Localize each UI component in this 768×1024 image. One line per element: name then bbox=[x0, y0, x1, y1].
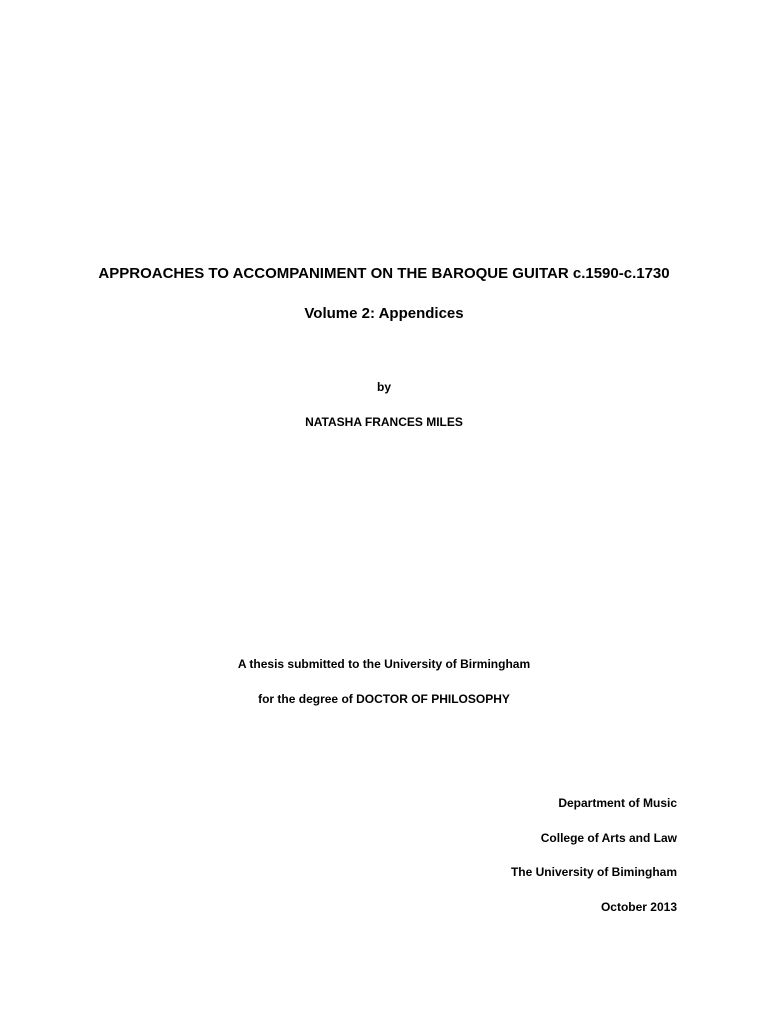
department-name: Department of Music bbox=[558, 796, 677, 810]
by-label: by bbox=[376, 380, 391, 394]
university-name: The University of Bimingham bbox=[510, 865, 677, 879]
thesis-title: APPROACHES TO ACCOMPANIMENT ON THE BAROQUE GUITAR c.1590-c.1730 bbox=[98, 265, 670, 282]
submission-date: October 2013 bbox=[600, 900, 677, 914]
author-name: NATASHA FRANCES MILES bbox=[305, 415, 463, 429]
college-name: College of Arts and Law bbox=[540, 831, 677, 845]
volume-subtitle: Volume 2: Appendices bbox=[304, 305, 464, 322]
submission-statement: A thesis submitted to the University of Birmingham bbox=[237, 657, 531, 671]
degree-statement: for the degree of DOCTOR OF PHILOSOPHY bbox=[258, 692, 510, 706]
